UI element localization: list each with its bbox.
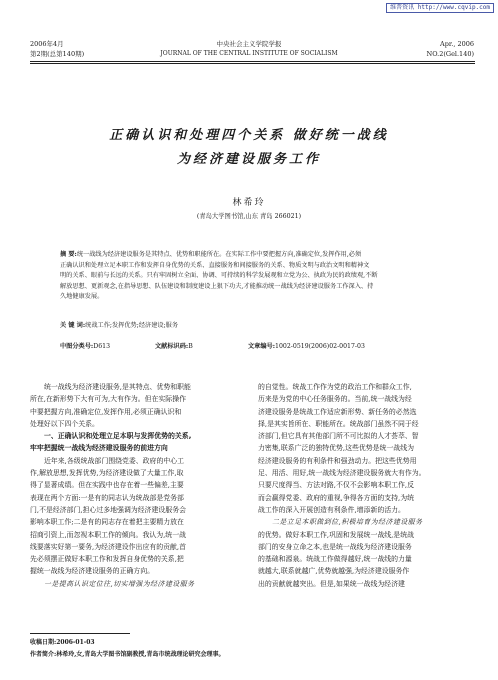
paragraph-line: 门,不是经济部门,担心过多地强调为经济建设服务会 bbox=[30, 505, 186, 514]
paragraph-line: 济建设服务是统战工作适应新形势、新任务的必然选 bbox=[258, 407, 417, 416]
footnote-received bbox=[30, 638, 95, 648]
header-rule bbox=[30, 61, 475, 62]
source-watermark-stamp: 维普资讯 http://www.cqvip.com bbox=[386, 3, 494, 13]
abstract-line: 统一战线为经济建设服务是其特点、优势和职能所在。在实际工作中要把握方向,准确定位,发挥作用,必须 bbox=[76, 251, 362, 258]
header-date: 2006年4月 bbox=[30, 40, 64, 48]
paragraph-line: 就越大,联系就越广,优势就越强,为经济建设服务作 bbox=[258, 567, 410, 576]
paragraph-line: 只要尺度得当、方法对路,不仅不会影响本职工作,反 bbox=[258, 481, 414, 490]
paragraph-line: 先必须摆正做好本职工作和发挥自身优势的关系,把 bbox=[30, 555, 184, 564]
paragraph-line: 足、用活、用好,统一战线为经济建设服务就大有作为。 bbox=[258, 469, 426, 478]
paragraph-line: 择,是其实旨所在、职能所在。统战部门虽然不同于经 bbox=[258, 419, 419, 428]
header-rule-thin bbox=[30, 63, 475, 64]
paragraph-line: 力密集,联系广泛的独特优势,这些优势是统一战线为 bbox=[258, 444, 414, 453]
clc-value: D613 bbox=[93, 343, 111, 350]
section-heading: 一、正确认识和处理立足本职与发挥优势的关系, bbox=[44, 432, 192, 441]
abstract-label: 摘 要: bbox=[60, 251, 77, 258]
paragraph-line: 表现在两个方面:一是有的同志认为统战部是党务部 bbox=[30, 493, 184, 502]
paragraph-line: 中要把握方向,准确定位,发挥作用,必须正确认识和 bbox=[30, 407, 182, 416]
header-issue-en: NO.2(Gel.140) bbox=[426, 50, 474, 58]
paragraph-line: 经济建设服务的有利条件和强劲动力。把这些优势用 bbox=[258, 456, 417, 465]
paragraph-line: 的基础和源泉。统战工作做得越好,统一战线的力量 bbox=[258, 555, 412, 564]
clc-label: 中图分类号: bbox=[60, 343, 94, 350]
paragraph-line: 握统一战线为经济建设服务的正确方向。 bbox=[30, 567, 155, 576]
header-journal-en: JOURNAL OF THE CENTRAL INSTITUTE OF SOCIALISM bbox=[160, 50, 338, 57]
subheading: 二是立足本职做到位,积极培育为经济建设服务 bbox=[272, 518, 423, 527]
paragraph-line: 所在,在新形势下大有可为,大有作为。但在实际操作 bbox=[30, 395, 186, 404]
abstract-line: 解放思想、更新观念,在指导思想、队伍建设和制度建设上狠下功夫,才能推动统一战线为经济建设服务工作深入、持 bbox=[60, 282, 374, 290]
abstract-line: 明的关系、眼前与长远的关系。只有牢固树立全面、协调、可持续的科学发展观和立党为公、执政为民的政绩观,不断 bbox=[60, 272, 378, 280]
document-code-value: B bbox=[188, 343, 193, 350]
paragraph-line: 战工作的深入开展创造有利条件,增添新的活力。 bbox=[258, 505, 405, 514]
document-code bbox=[155, 342, 193, 352]
received-date: 收稿日期:2006-01-03 bbox=[30, 639, 95, 646]
left-column bbox=[30, 381, 248, 590]
author-bio: 作者简介:林希玲,女,青岛大学图书馆副教授,青岛市统战理论研究会理事。 bbox=[30, 651, 225, 658]
paragraph-line: 统一战线为经济建设服务,是其特点、优势和职能 bbox=[44, 383, 191, 391]
abstract-line: 正确认识和处理立足本职工作和发挥自身优势的关系、直接服务和间接服务的关系、物质文明与政治文明和精神文 bbox=[60, 261, 370, 269]
keywords-text: 统战工作;发挥优势;经济建设;服务 bbox=[85, 322, 179, 329]
paragraph-line: 作,解放思想,发挥优势,为经济建设做了大量工作,取 bbox=[30, 469, 184, 478]
paragraph-line: 部门的安身立命之本,也是统一战线为经济建设服务 bbox=[258, 542, 412, 551]
paragraph-line: 线要落实好第一要务,为经济建设作出应有的贡献,首 bbox=[30, 542, 186, 551]
paragraph-line: 招商引资上,而忽视本职工作的倾向。我认为,统一战 bbox=[30, 530, 186, 539]
paragraph-line: 历来是为党的中心任务服务的。当前,统一战线为经 bbox=[258, 395, 412, 404]
paragraph-line: 而会赢得党委、政府的重视,争得各方面的支持,为统 bbox=[258, 493, 414, 502]
header-date-en: Apr., 2006 bbox=[440, 40, 474, 48]
abstract-line: 久地健康发展。 bbox=[60, 293, 104, 301]
header-journal-cn: 中央社会主义学院学报 bbox=[216, 40, 282, 48]
paragraph-line: 得了显著成绩。但在实践中也存在着一些偏差,主要 bbox=[30, 481, 184, 490]
paragraph-line: 的自觉性。统战工作作为党的政治工作和群众工作, bbox=[258, 383, 412, 391]
article-title-line1: 正确认识和处理四个关系 做好统一战线 bbox=[109, 128, 389, 143]
paragraph-line: 济部门,但它具有其他部门所不可比拟的人才荟萃、智 bbox=[258, 432, 419, 441]
keywords-row bbox=[60, 321, 455, 332]
abstract-block bbox=[60, 250, 455, 303]
header-issue: 第2期(总第140期) bbox=[30, 50, 85, 58]
article-number bbox=[248, 342, 365, 352]
section-heading: 牢牢把握统一战线为经济建设服务的前进方向 bbox=[30, 444, 168, 453]
author-affiliation: (青岛大学图书馆,山东 青岛 266021) bbox=[196, 213, 302, 220]
article-title-line2: 为经济建设服务工作 bbox=[176, 152, 321, 167]
footnote-author bbox=[30, 650, 224, 660]
paragraph-line: 处理好以下四个关系。 bbox=[30, 419, 99, 428]
article-number-value: 1002-0519(2006)02-0017-03 bbox=[275, 343, 365, 350]
paragraph-line: 近年来,各级统战部门围绕党委、政府的中心工 bbox=[44, 456, 185, 465]
paragraph-line: 的优势。做好本职工作,巩固和发展统一战线,是统战 bbox=[258, 530, 414, 539]
right-column bbox=[258, 381, 476, 590]
paragraph-line: 出的贡献就越突出。但是,如果统一战线为经济建 bbox=[258, 579, 405, 588]
article-number-label: 文章编号: bbox=[248, 343, 276, 350]
subheading: 一是提高认识定位往,切实增强为经济建设服务 bbox=[44, 579, 195, 588]
author-name: 林希玲 bbox=[232, 198, 266, 208]
clc-number bbox=[60, 342, 110, 352]
footnote-rule bbox=[30, 633, 130, 634]
paragraph-line: 影响本职工作;二是有的同志存在着把主要精力放在 bbox=[30, 518, 184, 527]
keywords-label: 关 键 词: bbox=[60, 322, 86, 329]
document-code-label: 文献标识码: bbox=[155, 343, 189, 350]
